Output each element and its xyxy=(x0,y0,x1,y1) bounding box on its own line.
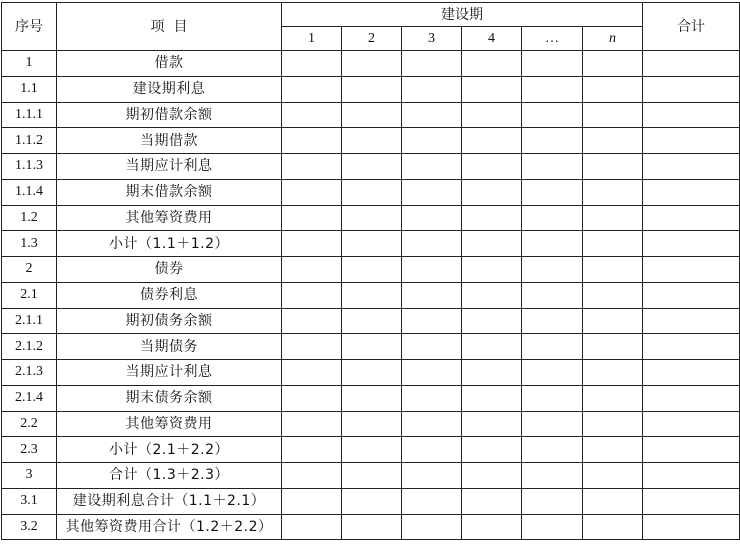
period-cell xyxy=(342,360,402,386)
table-row xyxy=(2,334,740,360)
period-cell xyxy=(402,385,462,411)
row-seq: 3.1 xyxy=(2,488,57,514)
row-seq: 2.3 xyxy=(2,437,57,463)
period-cell xyxy=(282,257,342,283)
period-cell xyxy=(522,51,583,77)
row-seq: 1.3 xyxy=(2,231,57,257)
period-cell xyxy=(522,437,583,463)
total-cell xyxy=(643,385,740,411)
period-cell xyxy=(522,514,583,540)
total-cell xyxy=(643,205,740,231)
period-cell xyxy=(462,257,522,283)
row-item: 小计（1.1＋1.2） xyxy=(57,231,282,257)
period-cell xyxy=(282,76,342,102)
period-cell xyxy=(522,128,583,154)
period-cell xyxy=(282,179,342,205)
period-cell xyxy=(583,334,643,360)
row-seq: 2 xyxy=(2,257,57,283)
period-cell xyxy=(282,231,342,257)
period-cell xyxy=(583,308,643,334)
period-cell xyxy=(402,360,462,386)
table-row xyxy=(2,308,740,334)
table-row xyxy=(2,514,740,540)
total-cell xyxy=(643,360,740,386)
period-cell xyxy=(583,231,643,257)
period-cell xyxy=(522,334,583,360)
table-row xyxy=(2,411,740,437)
period-cell xyxy=(282,360,342,386)
header-construction-period: 建设期 xyxy=(282,3,643,27)
period-cell xyxy=(282,205,342,231)
period-cell xyxy=(282,411,342,437)
table-row xyxy=(2,488,740,514)
period-cell xyxy=(583,257,643,283)
period-cell xyxy=(402,231,462,257)
period-cell xyxy=(583,76,643,102)
period-cell xyxy=(462,488,522,514)
row-item: 期末债务余额 xyxy=(57,385,282,411)
period-cell xyxy=(402,76,462,102)
period-cell xyxy=(342,231,402,257)
period-cell xyxy=(583,463,643,489)
header-total: 合计 xyxy=(643,3,740,51)
period-cell xyxy=(462,385,522,411)
table-row xyxy=(2,385,740,411)
period-cell xyxy=(522,385,583,411)
table-row xyxy=(2,128,740,154)
period-cell xyxy=(282,282,342,308)
period-cell xyxy=(282,51,342,77)
total-cell xyxy=(643,102,740,128)
period-cell xyxy=(522,360,583,386)
table-row xyxy=(2,154,740,180)
period-cell xyxy=(342,179,402,205)
total-cell xyxy=(643,128,740,154)
period-cell xyxy=(522,179,583,205)
total-cell xyxy=(643,514,740,540)
period-cell xyxy=(522,205,583,231)
row-seq: 2.1.2 xyxy=(2,334,57,360)
row-item: 期末借款余额 xyxy=(57,179,282,205)
period-cell xyxy=(282,385,342,411)
period-cell xyxy=(342,437,402,463)
period-cell xyxy=(462,51,522,77)
period-cell xyxy=(402,179,462,205)
row-item: 当期债务 xyxy=(57,334,282,360)
row-seq: 3.2 xyxy=(2,514,57,540)
period-cell xyxy=(462,154,522,180)
row-item: 其他筹资费用 xyxy=(57,411,282,437)
header-period-1: 1 xyxy=(282,27,342,51)
row-item: 当期应计利息 xyxy=(57,360,282,386)
period-cell xyxy=(583,488,643,514)
header-period-ellipsis: … xyxy=(522,27,583,51)
total-cell xyxy=(643,282,740,308)
period-cell xyxy=(522,231,583,257)
row-seq: 1.2 xyxy=(2,205,57,231)
row-item: 当期借款 xyxy=(57,128,282,154)
row-item: 建设期利息合计（1.1＋2.1） xyxy=(57,488,282,514)
period-cell xyxy=(282,463,342,489)
period-cell xyxy=(402,282,462,308)
table-row xyxy=(2,231,740,257)
period-cell xyxy=(282,334,342,360)
period-cell xyxy=(522,76,583,102)
period-cell xyxy=(462,411,522,437)
header-period-4: 4 xyxy=(462,27,522,51)
period-cell xyxy=(583,205,643,231)
total-cell xyxy=(643,308,740,334)
period-cell xyxy=(402,154,462,180)
period-cell xyxy=(583,282,643,308)
table-body xyxy=(2,51,740,540)
period-cell xyxy=(583,154,643,180)
total-cell xyxy=(643,76,740,102)
row-seq: 2.1.3 xyxy=(2,360,57,386)
row-item: 其他筹资费用 xyxy=(57,205,282,231)
period-cell xyxy=(522,257,583,283)
period-cell xyxy=(583,179,643,205)
table-row xyxy=(2,51,740,77)
row-seq: 3 xyxy=(2,463,57,489)
period-cell xyxy=(402,463,462,489)
period-cell xyxy=(402,437,462,463)
row-seq: 1.1.4 xyxy=(2,179,57,205)
header-seq: 序号 xyxy=(2,3,57,51)
period-cell xyxy=(282,128,342,154)
row-item: 其他筹资费用合计（1.2＋2.2） xyxy=(57,514,282,540)
total-cell xyxy=(643,231,740,257)
period-cell xyxy=(583,51,643,77)
row-seq: 1.1 xyxy=(2,76,57,102)
period-cell xyxy=(462,102,522,128)
period-cell xyxy=(522,154,583,180)
period-cell xyxy=(342,282,402,308)
period-cell xyxy=(402,334,462,360)
header-item: 项 目 xyxy=(57,3,282,51)
row-seq: 1 xyxy=(2,51,57,77)
period-cell xyxy=(342,514,402,540)
period-cell xyxy=(402,488,462,514)
table-row xyxy=(2,282,740,308)
period-cell xyxy=(342,463,402,489)
period-cell xyxy=(522,463,583,489)
header-period-3: 3 xyxy=(402,27,462,51)
total-cell xyxy=(643,154,740,180)
table-row xyxy=(2,76,740,102)
period-cell xyxy=(462,205,522,231)
total-cell xyxy=(643,179,740,205)
period-cell xyxy=(342,308,402,334)
period-cell xyxy=(583,437,643,463)
table-row xyxy=(2,205,740,231)
row-seq: 2.2 xyxy=(2,411,57,437)
period-cell xyxy=(342,205,402,231)
table-row xyxy=(2,360,740,386)
row-seq: 1.1.1 xyxy=(2,102,57,128)
period-cell xyxy=(402,514,462,540)
period-cell xyxy=(402,51,462,77)
period-cell xyxy=(462,128,522,154)
row-item: 当期应计利息 xyxy=(57,154,282,180)
period-cell xyxy=(282,488,342,514)
period-cell xyxy=(583,102,643,128)
period-cell xyxy=(282,102,342,128)
table-row xyxy=(2,257,740,283)
total-cell xyxy=(643,257,740,283)
period-cell xyxy=(282,437,342,463)
period-cell xyxy=(402,128,462,154)
period-cell xyxy=(583,411,643,437)
period-cell xyxy=(342,411,402,437)
row-item: 借款 xyxy=(57,51,282,77)
period-cell xyxy=(522,411,583,437)
period-cell xyxy=(462,282,522,308)
table-row xyxy=(2,179,740,205)
period-cell xyxy=(462,463,522,489)
period-cell xyxy=(342,102,402,128)
period-cell xyxy=(583,360,643,386)
row-seq: 2.1.1 xyxy=(2,308,57,334)
period-cell xyxy=(402,308,462,334)
period-cell xyxy=(522,102,583,128)
period-cell xyxy=(342,334,402,360)
period-cell xyxy=(342,488,402,514)
period-cell xyxy=(342,128,402,154)
table-row xyxy=(2,102,740,128)
period-cell xyxy=(342,385,402,411)
row-seq: 2.1.4 xyxy=(2,385,57,411)
row-item: 债券利息 xyxy=(57,282,282,308)
period-cell xyxy=(282,154,342,180)
table-row xyxy=(2,437,740,463)
total-cell xyxy=(643,488,740,514)
period-cell xyxy=(462,179,522,205)
period-cell xyxy=(583,514,643,540)
table-row xyxy=(2,463,740,489)
period-cell xyxy=(462,514,522,540)
total-cell xyxy=(643,51,740,77)
period-cell xyxy=(462,231,522,257)
interest-table xyxy=(1,2,740,540)
period-cell xyxy=(522,488,583,514)
period-cell xyxy=(402,257,462,283)
row-seq: 2.1 xyxy=(2,282,57,308)
period-cell xyxy=(583,385,643,411)
row-item: 小计（2.1＋2.2） xyxy=(57,437,282,463)
total-cell xyxy=(643,411,740,437)
row-item: 债券 xyxy=(57,257,282,283)
period-cell xyxy=(282,514,342,540)
total-cell xyxy=(643,334,740,360)
row-item: 期初债务余额 xyxy=(57,308,282,334)
row-item: 建设期利息 xyxy=(57,76,282,102)
period-cell xyxy=(522,282,583,308)
period-cell xyxy=(462,437,522,463)
period-cell xyxy=(342,257,402,283)
period-cell xyxy=(342,51,402,77)
header-period-2: 2 xyxy=(342,27,402,51)
period-cell xyxy=(282,308,342,334)
period-cell xyxy=(462,334,522,360)
period-cell xyxy=(522,308,583,334)
period-cell xyxy=(462,360,522,386)
period-cell xyxy=(462,76,522,102)
period-cell xyxy=(462,308,522,334)
total-cell xyxy=(643,463,740,489)
row-item: 期初借款余额 xyxy=(57,102,282,128)
period-cell xyxy=(342,154,402,180)
period-cell xyxy=(402,411,462,437)
period-cell xyxy=(402,205,462,231)
period-cell xyxy=(402,102,462,128)
row-seq: 1.1.3 xyxy=(2,154,57,180)
header-period-n: n xyxy=(583,27,643,51)
total-cell xyxy=(643,437,740,463)
row-item: 合计（1.3＋2.3） xyxy=(57,463,282,489)
period-cell xyxy=(342,76,402,102)
row-seq: 1.1.2 xyxy=(2,128,57,154)
period-cell xyxy=(583,128,643,154)
